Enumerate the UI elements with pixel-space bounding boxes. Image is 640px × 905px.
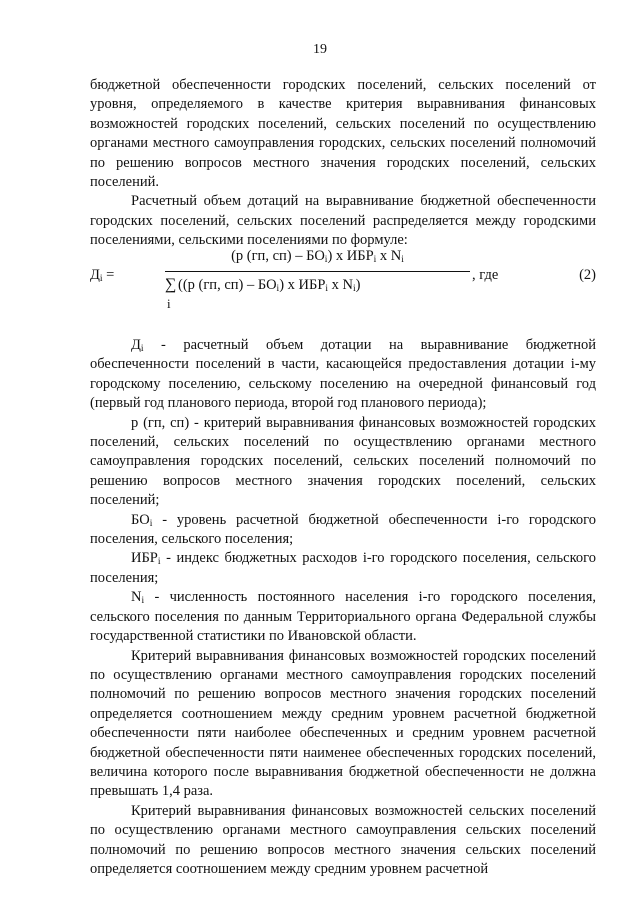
summation-sign: ∑	[165, 276, 177, 293]
formula-denominator	[165, 276, 470, 316]
formula-where: , где	[472, 267, 499, 283]
paragraph-criterion-rural: Критерий выравнивания финансовых возможностей сельских поселений по осуществлению органами местного самоуправления сельских поселений полномочий по решению вопросов местного значения сельских поселений определяется соотношением между средним уровнем расчетной	[90, 802, 596, 877]
formula-numerator: (р (гп, $сп) - БО_i$) х $ИБР_i$ х $N_i$	[231, 248, 404, 265]
formula-fraction	[165, 248, 470, 316]
definition-p: р (гп, сп) - критерий выравнивания финансовых возможностей городских поселений, сельских поселений по осуществлению органами местного самоуправления городских поселений, сельских поселений полномочий по решению вопросов местного значения городских поселений, сельских поселений;	[90, 414, 596, 509]
body-text	[90, 336, 596, 879]
formula-lhs: $Д_i$ =	[90, 267, 115, 284]
definition-ibr: $ИБР_i$ - индекс бюджетных расходов i-го городского поселения, сельского поселения;	[90, 550, 596, 586]
summation-index: i	[167, 296, 171, 311]
definition-bo: $БО_i$ - уровень расчетной бюджетной обеспеченности i-го городского поселения, сельского поселения;	[90, 511, 596, 548]
fraction-bar	[165, 271, 470, 272]
page-number: 19	[313, 42, 327, 57]
definition-n: $N_i$ - численность постоянного населения i-го городского поселения, сельского поселения по данным Территориального органа Федеральной службы государственной статистики по Ивановской области.	[90, 589, 596, 645]
intro-text	[90, 76, 596, 251]
formula-2	[90, 248, 596, 326]
paragraph-criterion-urban: Критерий выравнивания финансовых возможностей городских поселений по осуществлению органами местного самоуправления городских поселений полномочий по решению вопросов местного значения городских поселений определяется соотношением между средним уровнем расчетной бюджетной обеспеченности пяти наиболее обеспеченных и средним уровнем расчетной бюджетной обеспеченности пяти наименее обеспеченных городских поселений, величина которого после выравнивания бюджетной обеспеченности не должна превышать 1,4 раза.	[90, 647, 596, 800]
definition-d: $Д_i$ - расчетный объем дотации на выравнивание бюджетной обеспеченности поселений в части, касающейся предоставления дотации i-му городскому поселению, сельскому поселению на очередной финансовый год (первый год планового периода, второй год планового периода);	[90, 337, 596, 412]
equation-number: (2)	[579, 267, 596, 283]
denominator-expression: ((р (гп, $сп) - БО_i$) х $ИБР_i$ х $N_i$)	[178, 277, 361, 294]
paragraph-continuation: бюджетной обеспеченности городских поселений, сельских поселений от уровня, определяемого в качестве критерия выравнивания финансовых возможностей городских поселений, сельских поселений по осуществлению органами местного самоуправления городских, сельских поселений полномочий по решению вопросов местного значения городских поселений, сельских поселений.	[90, 77, 596, 191]
paragraph-formula-intro: Расчетный объем дотаций на выравнивание бюджетной обеспеченности городских поселений, сельских поселений распределяется между городскими поселениями, сельскими поселениями по формуле:	[90, 193, 596, 249]
